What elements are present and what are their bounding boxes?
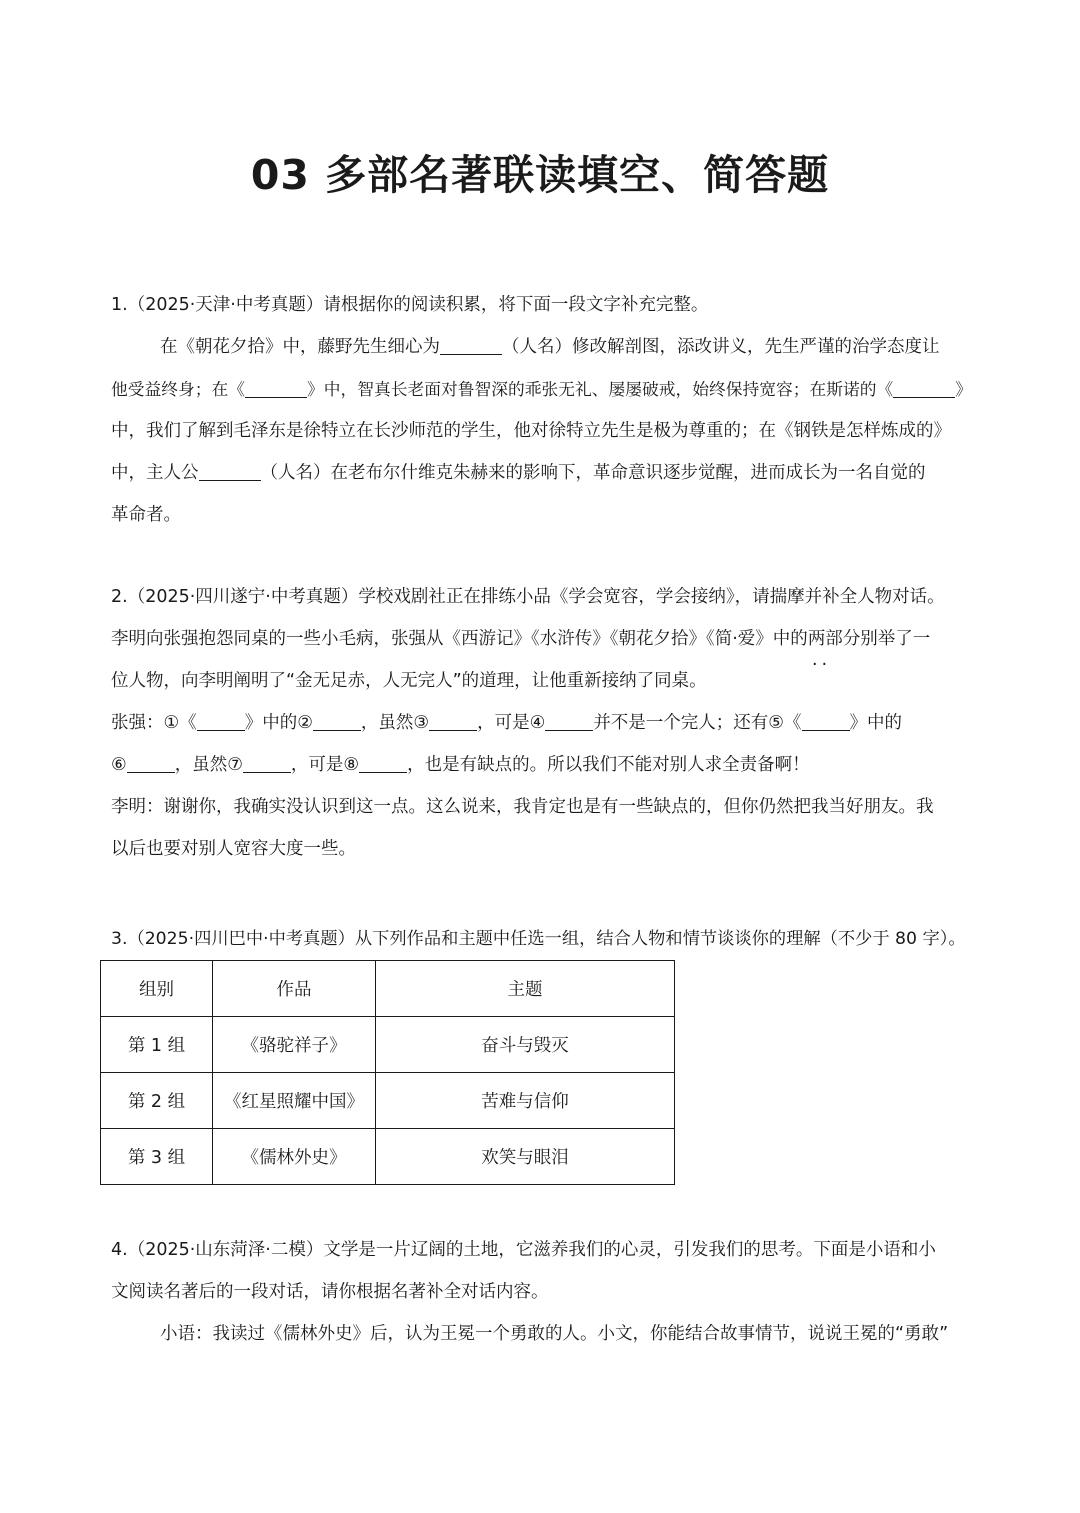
question-2 xyxy=(111,576,973,870)
table-cell: 第 3 组 xyxy=(101,1129,213,1185)
question-4 xyxy=(111,1229,973,1355)
question-stem: 3.（2025·四川巴中·中考真题）从下列作品和主题中任选一组，结合人物和情节谈谈你的理解（不少于 80 字）。 xyxy=(111,929,966,949)
page-title: 03 多部名著联读填空、简答题 xyxy=(250,151,830,199)
question-stem: 1.（2025·天津·中考真题）请根据你的阅读积累，将下面一段文字补充完整。 xyxy=(111,295,709,315)
table-cell: 第 2 组 xyxy=(101,1073,213,1129)
paragraph-line: 革命者。 xyxy=(111,505,181,525)
fill-blank[interactable] xyxy=(243,752,291,773)
fill-blank[interactable] xyxy=(429,710,477,731)
table-cell: 第 1 组 xyxy=(101,1017,213,1073)
table-cell: 《儒林外史》 xyxy=(213,1129,376,1185)
table-cell: 《骆驼祥子》 xyxy=(213,1017,376,1073)
fill-blank[interactable] xyxy=(893,377,955,398)
table-cell: 《红星照耀中国》 xyxy=(213,1073,376,1129)
table-row xyxy=(101,1073,675,1129)
works-table xyxy=(100,960,675,1185)
dialogue-liming-line-1: 李明：谢谢你，我确实没认识到这一点。这么说来，我肯定也是有一些缺点的，但你仍然把我当好朋友。我 xyxy=(111,797,934,817)
table-row xyxy=(101,1017,675,1073)
table-header-row xyxy=(101,961,675,1017)
dialogue-zhangqiang-line-1: 张强：①《 》中的② ，虽然③ ，可是④ 并不是一个完人；还有⑤《 》中的 xyxy=(111,702,973,744)
fill-blank[interactable] xyxy=(440,334,502,355)
header-cell: 主题 xyxy=(376,961,675,1017)
table-row xyxy=(101,1129,675,1185)
header-cell: 组别 xyxy=(101,961,213,1017)
header-cell: 作品 xyxy=(213,961,376,1017)
question-3 xyxy=(111,918,973,960)
table-cell: 奋斗与毁灭 xyxy=(376,1017,675,1073)
paragraph-line: 在《朝花夕拾》中，藤野先生细心为 （人名）修改解剖图，添改讲义，先生严谨的治学态度让 xyxy=(111,326,973,368)
fill-blank[interactable] xyxy=(802,710,850,731)
fill-blank[interactable] xyxy=(313,710,361,731)
dialogue-zhangqiang-line-2: ⑥ ，虽然⑦ ，可是⑧ ，也是有缺点的。所以我们不能对别人求全责备啊！ xyxy=(111,744,973,786)
dialogue-liming-line-2: 以后也要对别人宽容大度一些。 xyxy=(111,839,356,859)
question-stem: 4.（2025·山东菏泽·二模）文学是一片辽阔的土地，它滋养我们的心灵，引发我们的思考。下面是小语和小 xyxy=(111,1240,936,1260)
paragraph-line: 文阅读名著后的一段对话，请你根据名著补全对话内容。 xyxy=(111,1282,549,1302)
fill-blank[interactable] xyxy=(245,377,307,398)
paragraph-line: 位人物，向李明阐明了“金无足赤，人无完人”的道理，让他重新接纳了同桌。 xyxy=(111,671,707,691)
paragraph-line: 他受益终身；在《 》中，智真长老面对鲁智深的乖张无礼、屡屡破戒，始终保持宽容；在斯诺的《 》 xyxy=(111,379,973,399)
table-cell: 苦难与信仰 xyxy=(376,1073,675,1129)
fill-blank[interactable] xyxy=(545,710,593,731)
question-1 xyxy=(111,284,973,536)
dialogue-xiaoyu-line: 小语：我读过《儒林外史》后，认为王冕一个勇敢的人。小文，你能结合故事情节，说说王冕的“勇敢” xyxy=(160,1324,949,1344)
fill-blank[interactable] xyxy=(127,752,175,773)
table-cell: 欢笑与眼泪 xyxy=(376,1129,675,1185)
question-stem: 2.（2025·四川遂宁·中考真题）学校戏剧社正在排练小品《学会宽容，学会接纳》，请揣摩并补全人物对话。 xyxy=(111,587,945,607)
emphasis-text: 两部 ·· xyxy=(808,629,843,649)
fill-blank[interactable] xyxy=(199,460,261,481)
paragraph-line: 中，我们了解到毛泽东是徐特立在长沙师范的学生，他对徐特立先生是极为尊重的；在《钢铁是怎样炼成的》 xyxy=(111,421,951,441)
paragraph-line: 中，主人公 （人名）在老布尔什维克朱赫来的影响下，革命意识逐步觉醒，进而成长为一名自觉的 xyxy=(111,452,973,494)
paragraph-line: 李明向张强抱怨同桌的一些小毛病，张强从《西游记》《水浒传》《朝花夕拾》《简·爱》中的两部 ··分别举了一 xyxy=(111,618,973,660)
fill-blank[interactable] xyxy=(197,710,245,731)
fill-blank[interactable] xyxy=(359,752,407,773)
